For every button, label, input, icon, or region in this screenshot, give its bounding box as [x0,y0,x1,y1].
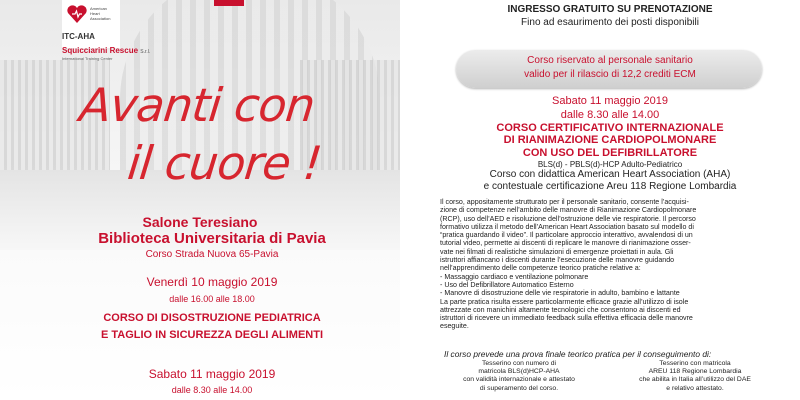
day2-time: dalle 8.30 alle 14.00 [171,385,253,395]
venue-address: Corso Strada Nuova 65-Pavia [145,249,279,260]
course-time: dalle 8.30 alle 14.00 [560,109,660,121]
final-exam-note: Il corso prevede una prova finale teorico pratica per il conseguimento di: [444,349,712,359]
description-line: eseguite. [440,322,469,331]
brand-name-text: Squicciarini Rescue [62,46,139,55]
description-line: attrezzate con manichini altamente tecnologici che consentono ai discenti ed [440,305,681,314]
header-accent [214,0,244,6]
course-title-line1: CORSO CERTIFICATIVO INTERNAZIONALE [496,122,724,134]
course-date: Sabato 11 maggio 2019 [552,95,668,107]
description-line: - Massaggio cardiaco e ventilazione polmonare [440,272,589,281]
description-line: Il corso, appositamente strutturato per il personale sanitario, consente l’acquisi- [440,198,689,206]
badge-line1: Corso riservato al personale sanitario [527,55,693,66]
brand-name [62,46,150,55]
day1-time: dalle 16.00 alle 18.00 [169,294,255,304]
cert-line: e relativo attestato. [666,384,724,392]
description-line: (RCP), uso dell’AED e risoluzione dell’ostruzione delle vie respiratorie. Il percorso [440,214,696,223]
day1-course-line2: E TAGLIO IN SICUREZZA DEGLI ALIMENTI [100,329,324,341]
description-line: istruttori affiancano i discenti durante l’esecuzione delle manovre guidando [440,256,675,265]
cert-line: di superamento del corso. [479,384,559,392]
badge-line2: valido per il rilascio di 12,2 crediti ECM [524,69,696,80]
brand-subtitle: International Training Center [62,56,113,61]
course-description [440,198,780,331]
cert-line: matricola BLS(d)HCP-AHA [478,368,560,376]
course-title-line3: CON USO DEL DEFIBRILLATORE [522,147,698,159]
description-line: formativo utilizza il metodo dell’American Heart Association basato sul modello di [440,222,694,231]
description-line: nell’apprendimento delle competenze teorico pratiche relative a: [440,264,641,273]
cert-line: che abilita in Italia all’utilizzo del DAE [639,376,751,384]
didactic-line1: Corso con didattica American Heart Association (AHA) [489,169,731,180]
course-subtitle: BLS(d) - PBLS(d)-HCP Adulto-Pediatrico [537,160,683,169]
cert-line: con validità internazionale e attestato [463,376,575,384]
entry-heading: INGRESSO GRATUITO SU PRENOTAZIONE [507,4,713,15]
venue-place: Biblioteca Universitaria di Pavia [98,230,326,247]
day1-date: Venerdì 10 maggio 2019 [146,275,278,289]
didactic-line2: e contestuale certificazione Areu 118 Regione Lombardia [483,181,737,192]
itc-label: ITC-AHA [62,32,95,41]
description-line: tutorial video, permette ai discenti di replicare le manovre di rianimazione osser- [440,239,691,248]
certificate-aha [434,360,604,393]
description-line: La parte pratica risulta essere particolarmente efficace grazie all’utilizzo di isole [440,297,689,306]
brand-suffix: S.r.l. [140,49,151,55]
description-line: istruttori di ricevere un immediato feedback sulla effettiva efficacia delle manovre [440,314,693,323]
poster-right-panel [420,0,800,400]
cert-line: Tesserino con numero di [481,360,557,367]
venue-name: Salone Teresiano [142,214,258,230]
slogan-line-2: il cuore ! [125,136,324,190]
day1-course-line1: CORSO DI DISOSTRUZIONE PEDIATRICA [103,312,321,324]
description-line: - Manovre di disostruzione delle vie respiratorie in adulto, bambino e lattante [440,289,680,298]
heart-logo-icon [66,4,88,24]
cert-line: AREU 118 Regione Lombardia [648,368,742,376]
description-line: - Uso del Defibrillatore Automatico Esterno [440,280,574,289]
day2-date: Sabato 11 maggio 2019 [148,367,276,381]
entry-subheading: Fino ad esaurimento dei posti disponibili [521,17,699,28]
description-line: vate nei filmati di realistiche simulazioni di emergenze proiettati in aula. Gli [440,247,674,256]
slogan-line-1: Avanti con [77,78,317,132]
certificate-areu [610,360,780,393]
aha-logo-text: American Heart Association [90,6,111,21]
description-line: zione di competenze nell’ambito delle manovre di Rianimazione Cardiopolmonare [440,206,697,215]
cert-line: Tesserino con matricola [659,360,731,367]
course-title-line2: DI RIANIMAZIONE CARDIOPOLMONARE [503,134,717,146]
description-line: “pratica guardando il video”. Il particolare approccio interattivo, avvalendosi di un [440,231,693,240]
